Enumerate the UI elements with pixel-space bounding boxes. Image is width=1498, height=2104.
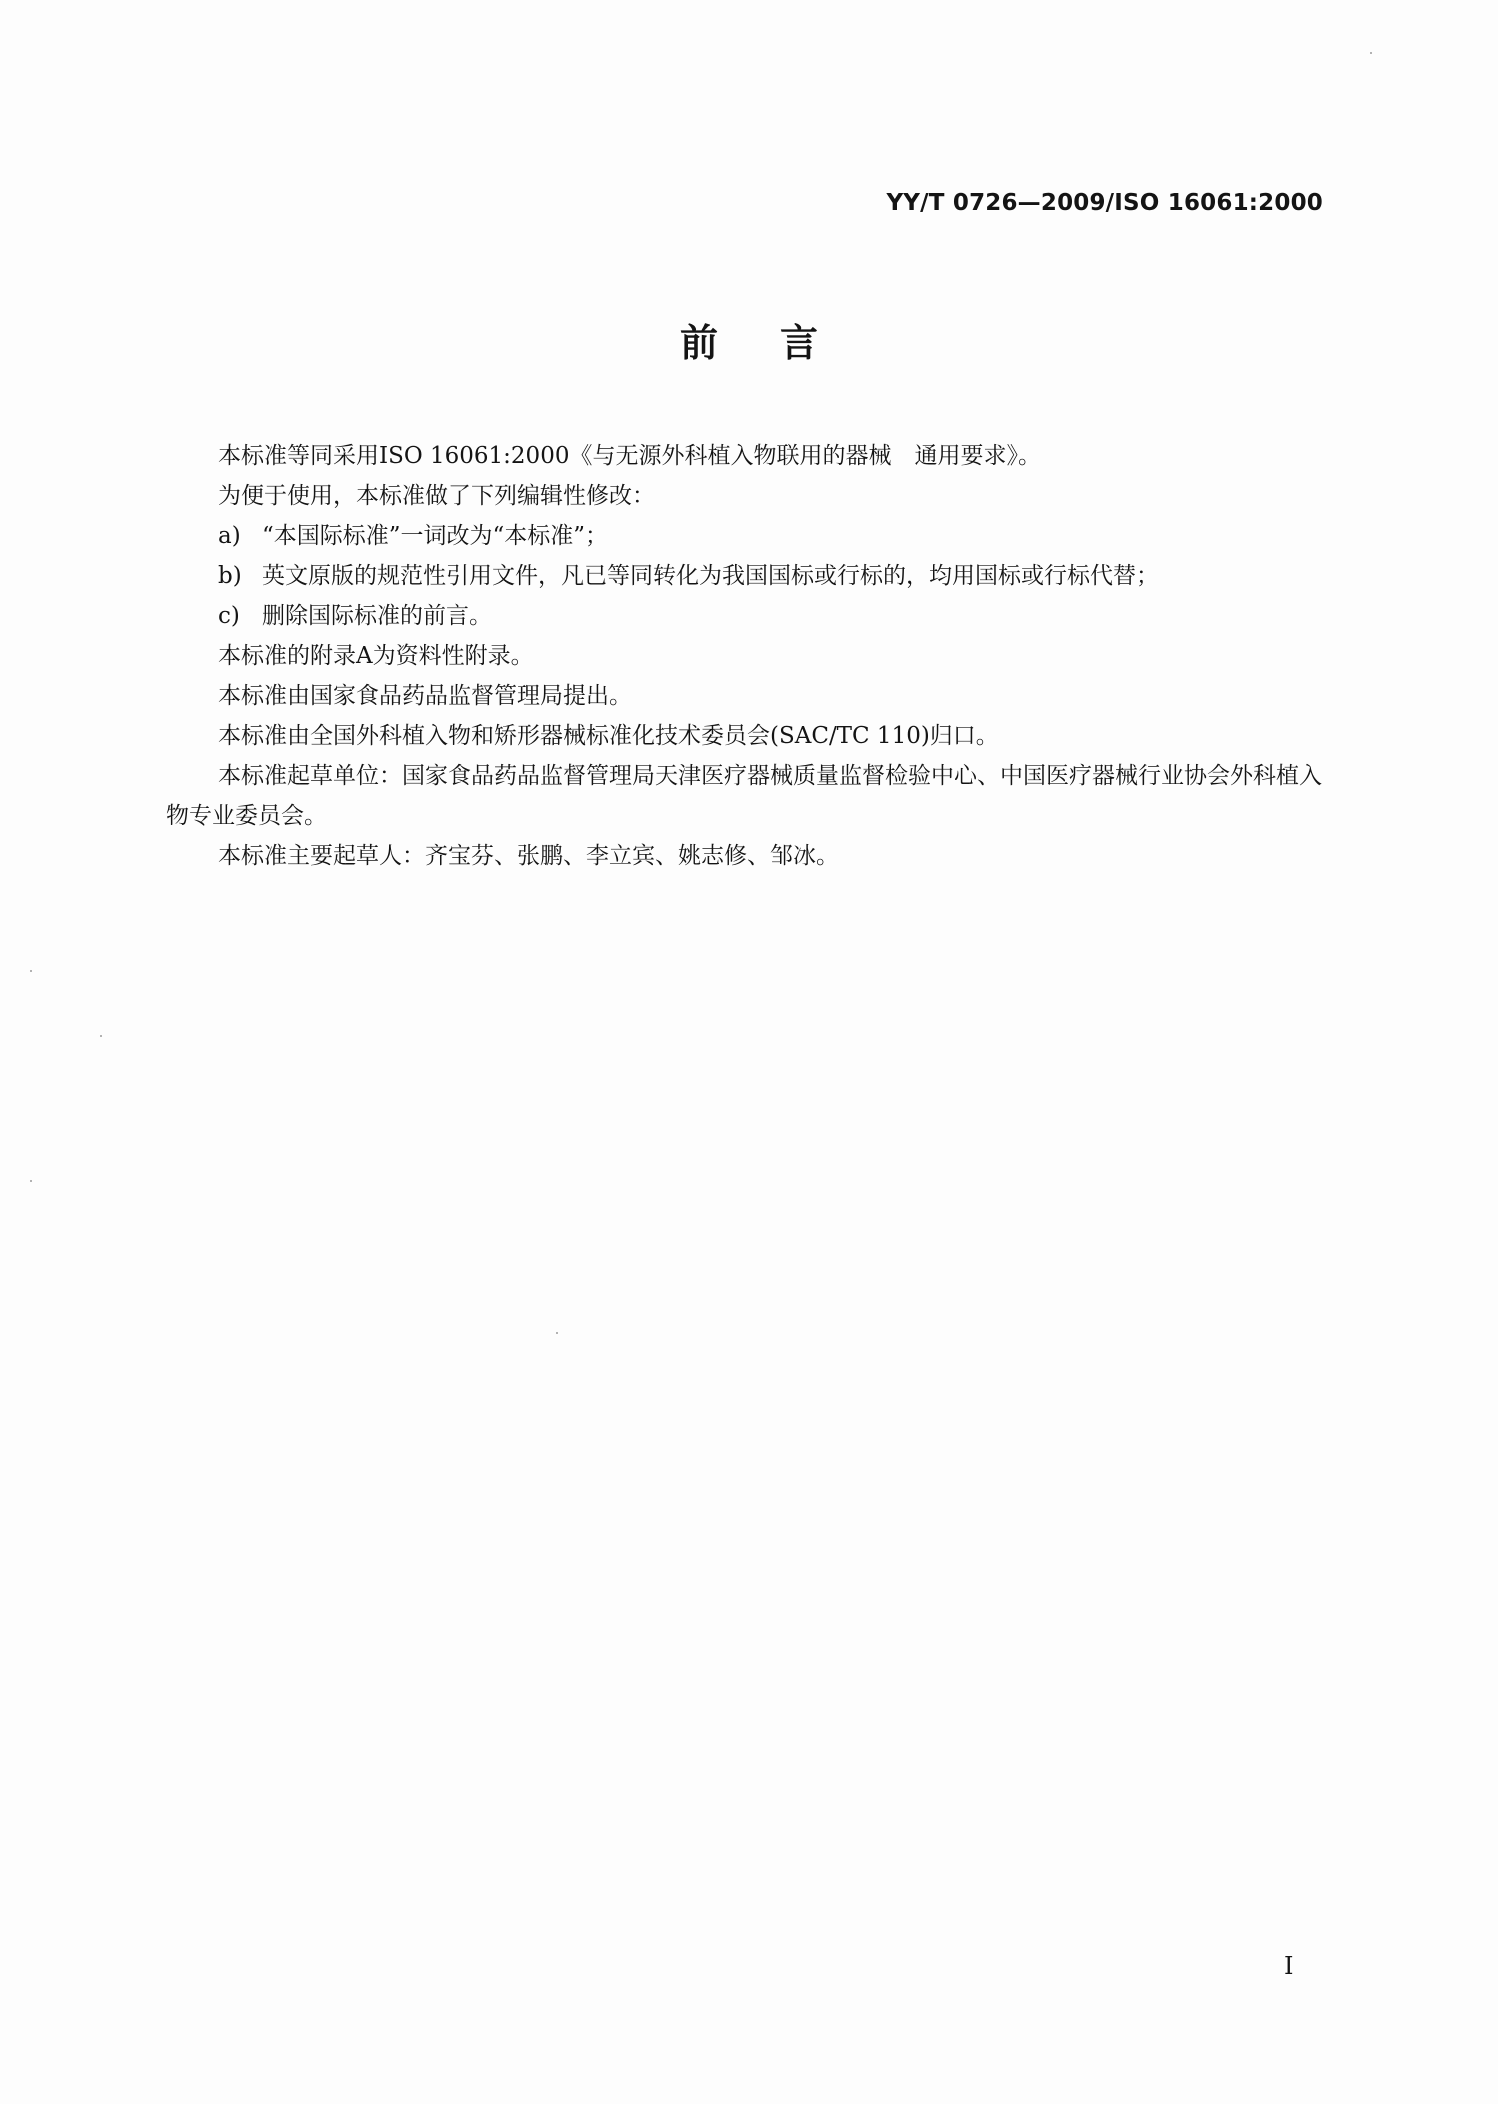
scan-speck <box>30 1180 32 1182</box>
edit-item-text: 英文原版的规范性引用文件，凡已等同转化为我国国标或行标的，均用国标或行标代替； <box>262 563 1159 589</box>
scan-speck <box>1370 52 1372 54</box>
scan-speck <box>100 1035 102 1037</box>
page-title: 前言 <box>679 321 880 365</box>
foreword-body <box>166 436 1336 876</box>
paragraph-drafting-units: 本标准起草单位：国家食品药品监督管理局天津医疗器械质量监督检验中心、中国医疗器械行业协会外科植入物专业委员会。 <box>166 763 1322 829</box>
edit-item-a <box>166 516 1336 556</box>
edit-item-marker: c) <box>218 603 240 629</box>
edit-item-text: “本国际标准”一词改为“本标准”； <box>262 523 609 549</box>
scan-speck <box>30 970 32 972</box>
paragraph-adoption: 本标准等同采用ISO 16061:2000《与无源外科植入物联用的器械 通用要求》。 <box>218 443 1041 469</box>
paragraph-centralized-by: 本标准由全国外科植入物和矫形器械标准化技术委员会(SAC/TC 110)归口。 <box>218 723 999 749</box>
standard-code: YY/T 0726—2009/ISO 16061:2000 <box>886 190 1323 216</box>
page-number: I <box>1284 1952 1294 1980</box>
paragraph-drafters: 本标准主要起草人：齐宝芬、张鹏、李立宾、姚志修、邹冰。 <box>218 843 839 869</box>
paragraph-edits-intro: 为便于使用，本标准做了下列编辑性修改： <box>218 483 655 509</box>
edit-item-text: 删除国际标准的前言。 <box>262 603 492 629</box>
edit-item-marker: a) <box>218 523 241 549</box>
paragraph-proposed-by: 本标准由国家食品药品监督管理局提出。 <box>218 683 632 709</box>
edit-item-c <box>166 596 1336 636</box>
edit-item-marker: b) <box>218 563 242 589</box>
scan-speck <box>556 1332 558 1334</box>
paragraph-annex: 本标准的附录A为资料性附录。 <box>218 643 534 669</box>
edit-item-b <box>166 556 1336 596</box>
